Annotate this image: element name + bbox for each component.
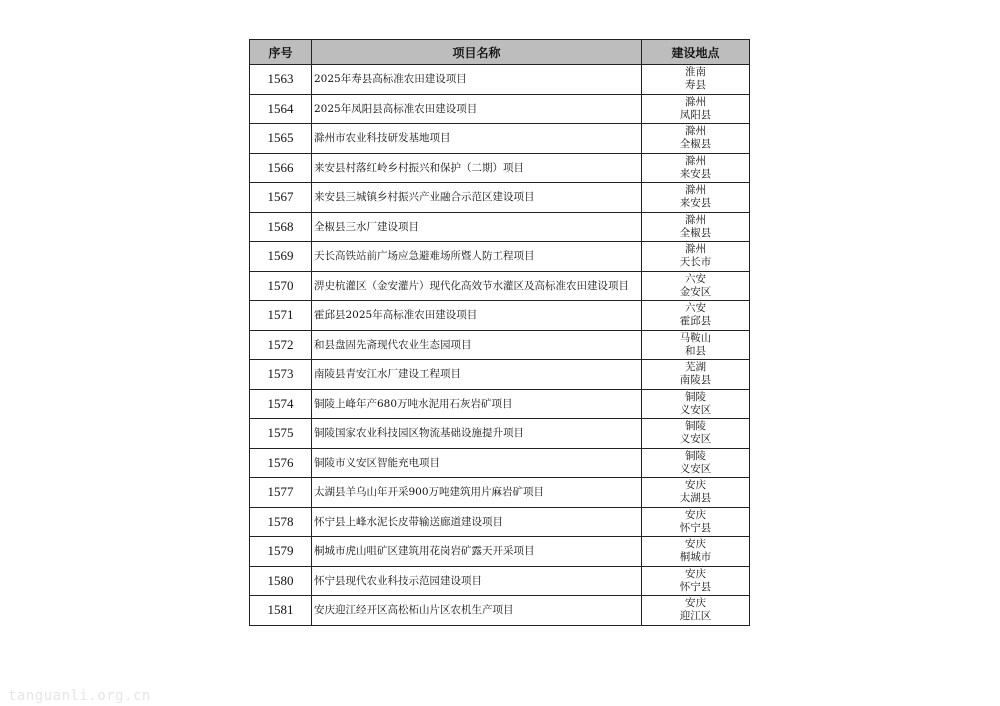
project-name-cell: 太湖县羊乌山年开采900万吨建筑用片麻岩矿项目: [312, 478, 642, 508]
project-name-cell: 桐城市虎山咀矿区建筑用花岗岩矿露天开采项目: [312, 537, 642, 567]
project-name-cell: 和县盘固先斋现代农业生态园项目: [312, 330, 642, 360]
location-city: 铜陵: [685, 449, 706, 462]
location-cell: [642, 537, 750, 567]
serial-number-cell: 1573: [250, 360, 312, 390]
header-location: 建设地点: [642, 40, 750, 65]
serial-number-cell: 1580: [250, 566, 312, 596]
location-county: 全椒县: [679, 138, 712, 151]
location-cell: [642, 448, 750, 478]
table-row: [250, 537, 750, 567]
table-row: [250, 507, 750, 537]
location-cell: [642, 153, 750, 183]
location-city: 安庆: [685, 479, 706, 492]
project-name-cell: 2025年凤阳县高标准农田建设项目: [312, 94, 642, 124]
table-row: [250, 301, 750, 331]
serial-number-cell: 1566: [250, 153, 312, 183]
serial-number-cell: 1581: [250, 596, 312, 626]
table-row: [250, 478, 750, 508]
location-cell: [642, 566, 750, 596]
table-row: [250, 596, 750, 626]
table-header: [250, 40, 750, 65]
header-project-name: 项目名称: [312, 40, 642, 65]
location-city: 安庆: [685, 538, 706, 551]
project-name-cell: 来安县村落红岭乡村振兴和保护（二期）项目: [312, 153, 642, 183]
table-row: [250, 448, 750, 478]
serial-number-cell: 1564: [250, 94, 312, 124]
project-name-cell: 淠史杭灌区（金安灌片）现代化高效节水灌区及高标准农田建设项目: [312, 271, 642, 301]
location-cell: [642, 271, 750, 301]
project-name-cell: 滁州市农业科技研发基地项目: [312, 124, 642, 154]
location-cell: [642, 242, 750, 272]
project-name-cell: 铜陵国家农业科技园区物流基础设施提升项目: [312, 419, 642, 449]
serial-number-cell: 1574: [250, 389, 312, 419]
location-county: 来安县: [679, 167, 712, 180]
location-county: 桐城市: [679, 551, 712, 564]
location-city: 滁州: [685, 184, 706, 197]
table-row: [250, 566, 750, 596]
table-row: [250, 212, 750, 242]
location-cell: [642, 65, 750, 95]
location-county: 义安区: [679, 462, 712, 475]
location-city: 铜陵: [685, 420, 706, 433]
location-cell: [642, 419, 750, 449]
table-row: [250, 271, 750, 301]
location-city: 滁州: [685, 154, 706, 167]
table-row: [250, 419, 750, 449]
serial-number-cell: 1567: [250, 183, 312, 213]
location-city: 芜湖: [685, 361, 706, 374]
location-county: 全椒县: [679, 226, 712, 239]
location-cell: [642, 507, 750, 537]
table-row: [250, 389, 750, 419]
project-name-cell: 来安县三城镇乡村振兴产业融合示范区建设项目: [312, 183, 642, 213]
location-city: 铜陵: [685, 390, 706, 403]
location-county: 怀宁县: [679, 580, 712, 593]
location-city: 安庆: [685, 567, 706, 580]
location-city: 淮南: [685, 66, 706, 79]
project-name-cell: 怀宁县现代农业科技示范园建设项目: [312, 566, 642, 596]
location-city: 滁州: [685, 243, 706, 256]
header-row: [250, 40, 750, 65]
table-row: [250, 183, 750, 213]
serial-number-cell: 1575: [250, 419, 312, 449]
location-county: 南陵县: [679, 374, 712, 387]
serial-number-cell: 1578: [250, 507, 312, 537]
location-cell: [642, 183, 750, 213]
project-name-cell: 铜陵市义安区智能充电项目: [312, 448, 642, 478]
table-row: [250, 65, 750, 95]
location-county: 义安区: [679, 433, 712, 446]
location-cell: [642, 360, 750, 390]
location-city: 安庆: [685, 597, 706, 610]
serial-number-cell: 1571: [250, 301, 312, 331]
location-cell: [642, 389, 750, 419]
location-cell: [642, 330, 750, 360]
project-name-cell: 全椒县三水厂建设项目: [312, 212, 642, 242]
location-cell: [642, 301, 750, 331]
location-county: 和县: [685, 344, 706, 357]
site-watermark: tanguanli.org.cn: [8, 688, 151, 704]
location-city: 滁州: [685, 213, 706, 226]
location-city: 滁州: [685, 95, 706, 108]
location-county: 迎江区: [679, 610, 712, 623]
serial-number-cell: 1569: [250, 242, 312, 272]
location-county: 霍邱县: [679, 315, 712, 328]
header-serial-number: 序号: [250, 40, 312, 65]
table-row: [250, 330, 750, 360]
serial-number-cell: 1576: [250, 448, 312, 478]
location-county: 凤阳县: [679, 108, 712, 121]
serial-number-cell: 1572: [250, 330, 312, 360]
table-row: [250, 94, 750, 124]
location-city: 马鞍山: [679, 331, 712, 344]
project-name-cell: 怀宁县上峰水泥长皮带输送廊道建设项目: [312, 507, 642, 537]
location-city: 安庆: [685, 508, 706, 521]
table-row: [250, 124, 750, 154]
location-city: 六安: [685, 272, 706, 285]
table-body: [250, 65, 750, 626]
location-cell: [642, 478, 750, 508]
serial-number-cell: 1579: [250, 537, 312, 567]
table-row: [250, 360, 750, 390]
serial-number-cell: 1570: [250, 271, 312, 301]
table-row: [250, 242, 750, 272]
location-cell: [642, 596, 750, 626]
location-cell: [642, 212, 750, 242]
location-county: 怀宁县: [679, 521, 712, 534]
project-name-cell: 南陵县青安江水厂建设工程项目: [312, 360, 642, 390]
location-county: 义安区: [679, 403, 712, 416]
location-county: 寿县: [685, 79, 706, 92]
location-city: 六安: [685, 302, 706, 315]
location-county: 太湖县: [679, 492, 712, 505]
location-county: 金安区: [679, 285, 712, 298]
project-name-cell: 安庆迎江经开区高松柘山片区农机生产项目: [312, 596, 642, 626]
serial-number-cell: 1565: [250, 124, 312, 154]
serial-number-cell: 1577: [250, 478, 312, 508]
location-county: 天长市: [679, 256, 712, 269]
location-cell: [642, 94, 750, 124]
project-name-cell: 2025年寿县高标准农田建设项目: [312, 65, 642, 95]
project-name-cell: 霍邱县2025年高标准农田建设项目: [312, 301, 642, 331]
location-city: 滁州: [685, 125, 706, 138]
table-row: [250, 153, 750, 183]
project-table: [249, 39, 750, 626]
project-name-cell: 天长高铁站前广场应急避难场所暨人防工程项目: [312, 242, 642, 272]
serial-number-cell: 1568: [250, 212, 312, 242]
serial-number-cell: 1563: [250, 65, 312, 95]
location-county: 来安县: [679, 197, 712, 210]
project-name-cell: 铜陵上峰年产680万吨水泥用石灰岩矿项目: [312, 389, 642, 419]
location-cell: [642, 124, 750, 154]
